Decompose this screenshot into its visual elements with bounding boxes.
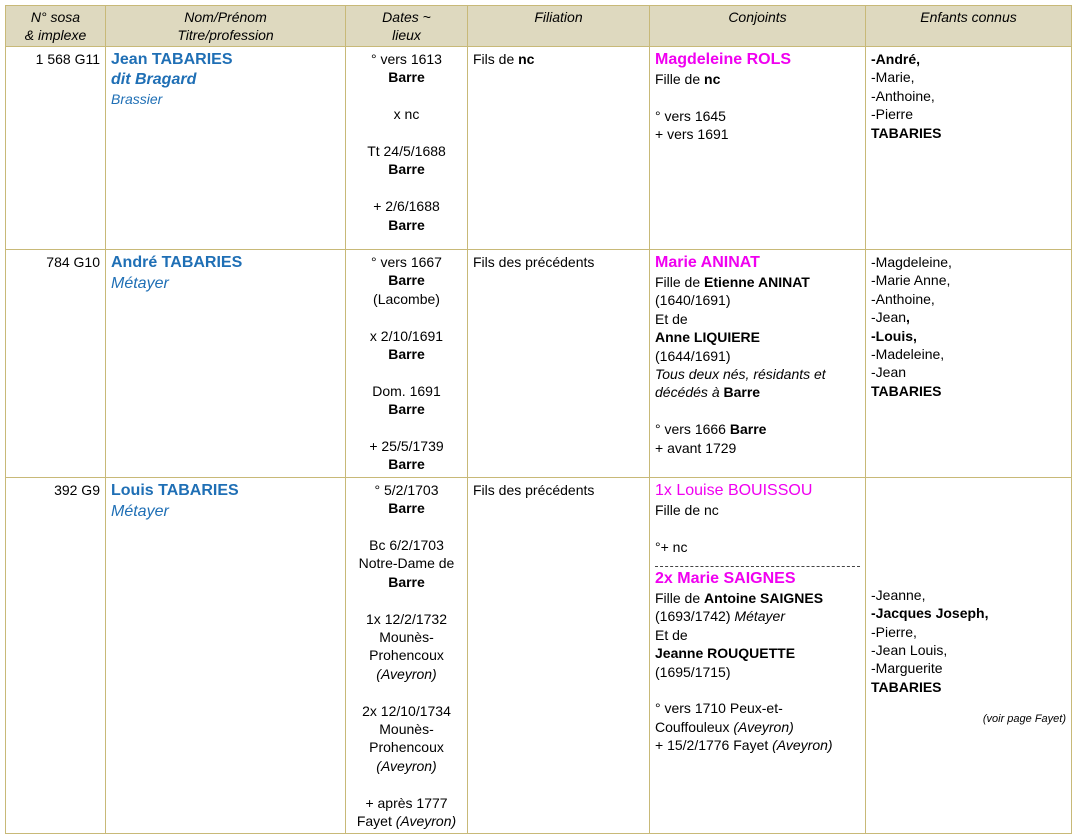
marriage-place: Barre: [388, 346, 425, 363]
spouse-note-2: décédés à: [655, 384, 724, 401]
birth-place: Barre: [388, 69, 425, 86]
sosa-number: 1 568 G11: [35, 51, 100, 67]
spouse-mother: Anne LIQUIERE: [655, 329, 761, 346]
spouse-cell: [650, 250, 866, 478]
filiation-cell: [468, 477, 650, 834]
child-item: -Jean: [871, 364, 907, 381]
header-enfants: [866, 6, 1072, 47]
spouse-name: Marie ANINAT: [655, 254, 760, 271]
table-row: [6, 250, 1072, 478]
marriage2-region: (Aveyron): [376, 757, 437, 774]
children-surname: TABARIES: [871, 678, 942, 695]
header-nom-line2: Titre/profession: [177, 27, 274, 43]
child-item-comma: ,: [906, 309, 910, 326]
table-row: [6, 477, 1072, 834]
child-item: -Pierre,: [871, 623, 917, 640]
header-conjoints: [650, 6, 866, 47]
children-cell: [866, 250, 1072, 478]
testament-place: Barre: [388, 161, 425, 178]
children-cell: [866, 477, 1072, 834]
death-date: + après 1777: [365, 794, 448, 811]
spouse2-father-prefix: Fille de: [655, 590, 705, 607]
spouse-father-dates: (1640/1691): [655, 292, 731, 309]
header-filiation: [468, 6, 650, 47]
baptism-place-1: Notre-Dame de: [358, 555, 455, 572]
birth-subplace: (Lacombe): [373, 290, 440, 307]
table-row: [6, 47, 1072, 250]
header-dates: [346, 6, 468, 47]
header-enfants-label: Enfants connus: [920, 9, 1017, 25]
dates-cell: [346, 47, 468, 250]
death-region: (Aveyron): [395, 813, 457, 830]
child-item: -Jeanne,: [871, 586, 926, 603]
child-item: -Anthoine,: [871, 87, 935, 104]
spouse2-birth-region: (Aveyron): [733, 718, 794, 735]
header-filiation-label: Filiation: [534, 9, 583, 25]
death-place: Barre: [388, 216, 425, 233]
sosa-cell: [6, 477, 106, 834]
child-item: -Marguerite: [871, 660, 943, 677]
domicile-place: Barre: [388, 401, 425, 418]
spouse1-dates: °+ nc: [655, 538, 688, 555]
spouse2-death-region: (Aveyron): [772, 737, 833, 754]
person-job: Métayer: [111, 275, 169, 292]
sosa-number: 784 G10: [46, 254, 100, 270]
sosa-cell: [6, 47, 106, 250]
birth-date: ° 5/2/1703: [374, 481, 439, 498]
spouse-death: + vers 1691: [655, 126, 729, 143]
child-item: -Anthoine,: [871, 290, 935, 307]
genealogy-table: [5, 5, 1072, 834]
spouse2-father: Antoine SAIGNES: [704, 590, 824, 607]
child-item: -Magdeleine,: [871, 254, 952, 270]
spouse-father-prefix: Fille de: [655, 274, 705, 290]
see-page-note: (voir page Fayet): [982, 713, 1066, 726]
spouse2-mother-dates: (1695/1715): [655, 663, 731, 680]
spouse-death: + avant 1729: [655, 439, 737, 456]
spouse1-parents: Fille de nc: [655, 501, 719, 518]
person-name: Jean TABARIES: [111, 51, 233, 68]
death-date: + 2/6/1688: [373, 198, 440, 215]
header-row: [6, 6, 1072, 47]
marriage2-place-2: Prohencoux: [369, 739, 444, 756]
header-sosa-line1: N° sosa: [30, 9, 81, 25]
spouse-father: Etienne ANINAT: [704, 274, 810, 290]
birth-place: Barre: [388, 272, 425, 289]
marriage-date: x 2/10/1691: [369, 327, 444, 344]
testament-date: Tt 24/5/1688: [367, 143, 446, 159]
baptism-date: Bc 6/2/1703: [369, 537, 444, 554]
header-sosa-line2: & implexe: [24, 27, 87, 43]
sosa-number: 392 G9: [54, 481, 100, 498]
person-cell: [106, 250, 346, 478]
filiation-cell: [468, 250, 650, 478]
spouse2-name: 2x Marie SAIGNES: [655, 570, 796, 588]
children-surname: TABARIES: [871, 124, 942, 141]
marriage1-place-1: Mounès-: [379, 629, 434, 646]
header-nom: [106, 6, 346, 47]
marriage-date: x nc: [393, 106, 420, 123]
spouse2-death: + 15/2/1776 Fayet: [655, 737, 773, 754]
death-place: Barre: [388, 456, 425, 473]
marriage1-region: (Aveyron): [376, 665, 437, 682]
spouse2-birth-2: Couffouleux: [655, 718, 734, 735]
spouse2-father-dates: (1693/1742): [655, 608, 735, 625]
death-place: Fayet: [356, 813, 396, 830]
child-item: -Jean: [871, 309, 907, 326]
header-dates-line2: lieux: [392, 27, 421, 43]
spouse2-and: Et de: [655, 626, 688, 643]
spouse1-name: 1x Louise BOUISSOU: [655, 481, 813, 499]
filiation-value: Fils des précédents: [473, 481, 595, 498]
dates-cell: [346, 477, 468, 834]
marriage1-place-2: Prohencoux: [369, 647, 444, 664]
spouse2-mother: Jeanne ROUQUETTE: [655, 645, 796, 662]
spouse-parents-value: nc: [704, 71, 721, 87]
filiation-value: Fils des précédents: [473, 254, 595, 270]
spouse-cell: [650, 47, 866, 250]
marriage2-date: 2x 12/10/1734: [362, 702, 451, 719]
child-item: -Marie Anne,: [871, 272, 951, 289]
spouse2-birth-1: ° vers 1710 Peux-et-: [655, 700, 783, 717]
child-item: -André,: [871, 51, 920, 67]
person-job: Brassier: [111, 91, 163, 107]
spouse-note-1: Tous deux nés, résidants et: [655, 366, 826, 383]
header-conjoints-label: Conjoints: [728, 9, 787, 25]
baptism-place-2: Barre: [388, 573, 425, 590]
person-name: André TABARIES: [111, 254, 243, 271]
children-surname: TABARIES: [871, 382, 942, 399]
header-nom-line1: Nom/Prénom: [184, 9, 267, 25]
spouse-note-place: Barre: [723, 384, 761, 401]
header-dates-line1: Dates ~: [382, 9, 431, 25]
spouse-birth: ° vers 1666: [655, 421, 730, 438]
spouse-parents-prefix: Fille de: [655, 71, 705, 87]
birth-place: Barre: [388, 500, 425, 517]
spouse-cell: [650, 477, 866, 834]
spouse-birth: ° vers 1645: [655, 107, 726, 124]
spouse-birth-place: Barre: [729, 421, 767, 438]
marriage1-date: 1x 12/2/1732: [366, 610, 447, 627]
child-item: -Marie,: [871, 69, 915, 86]
spouse-divider: [655, 566, 860, 567]
person-cell: [106, 47, 346, 250]
death-date: + 25/5/1739: [369, 438, 444, 455]
domicile-date: Dom. 1691: [372, 382, 441, 399]
birth-date: ° vers 1667: [371, 254, 442, 270]
filiation-cell: [468, 47, 650, 250]
marriage2-place-1: Mounès-: [379, 721, 434, 738]
person-cell: [106, 477, 346, 834]
birth-date: ° vers 1613: [371, 51, 442, 67]
child-item: -Louis,: [871, 327, 917, 344]
dates-cell: [346, 250, 468, 478]
child-item: -Madeleine,: [871, 346, 945, 363]
filiation-value: nc: [518, 51, 535, 67]
spouse2-father-job: Métayer: [734, 608, 785, 625]
person-nickname: dit Bragard: [111, 71, 197, 88]
spouse-and: Et de: [655, 310, 688, 327]
child-item: -Jean Louis,: [871, 642, 948, 659]
child-item: -Jacques Joseph,: [871, 605, 989, 622]
person-job: Métayer: [111, 502, 169, 520]
header-sosa: [6, 6, 106, 47]
filiation-prefix: Fils de: [473, 51, 519, 67]
sosa-cell: [6, 250, 106, 478]
children-cell: [866, 47, 1072, 250]
spouse-name: Magdeleine ROLS: [655, 51, 792, 68]
person-name: Louis TABARIES: [111, 481, 239, 499]
spouse-mother-dates: (1644/1691): [655, 347, 731, 364]
child-item: -Pierre: [871, 106, 914, 123]
